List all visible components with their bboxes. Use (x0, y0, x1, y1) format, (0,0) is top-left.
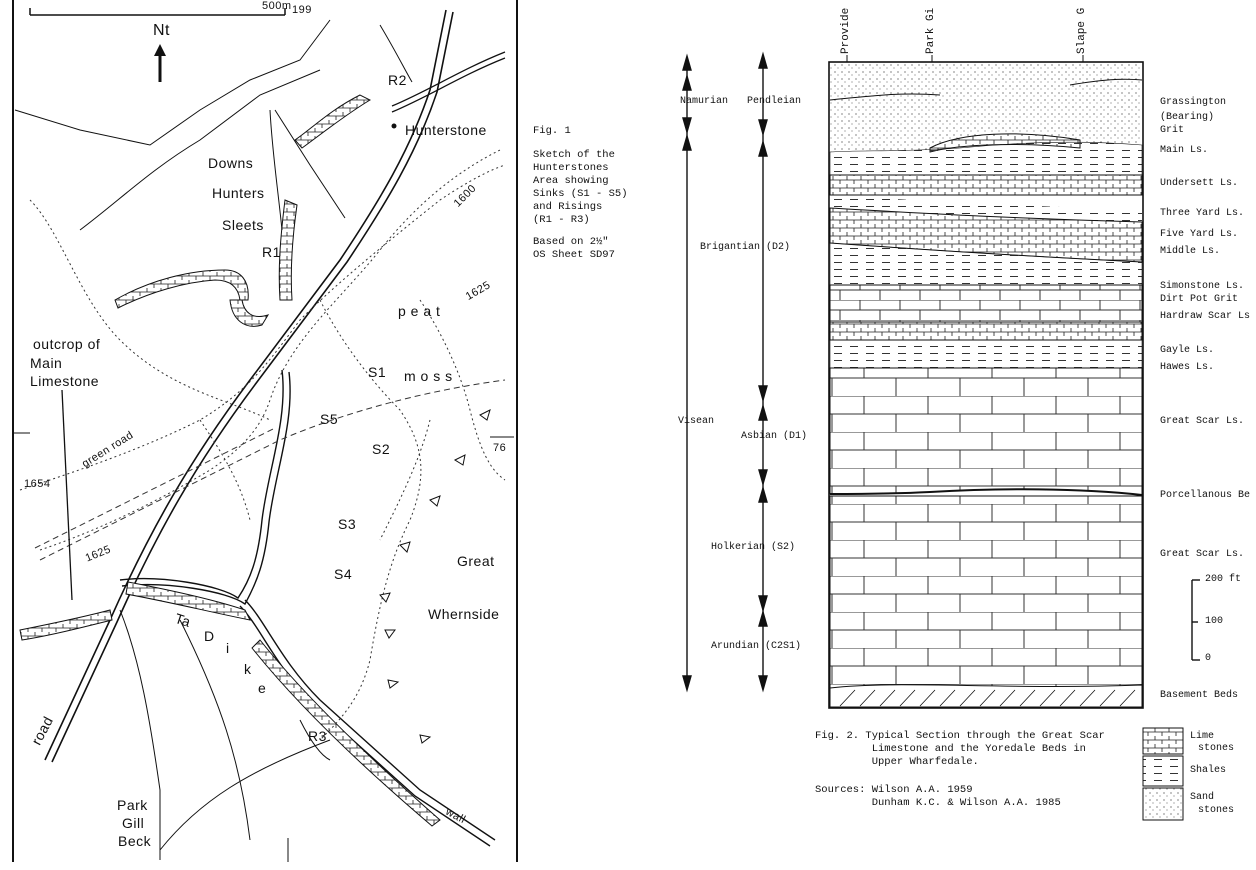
bed-hardraw-scar-ls: Hardraw Scar Ls (1160, 311, 1251, 322)
wall-line (392, 52, 505, 112)
label-ta: Ta (172, 609, 193, 631)
bed-grassington: Grassington (1160, 97, 1227, 108)
grid-76: 76 (493, 442, 507, 454)
bed-great-scar-ls-upper: Great Scar Ls. (1160, 416, 1245, 427)
legend-shale-swatch (1143, 756, 1183, 786)
label-sleets: Sleets (222, 217, 264, 233)
bed-hawes-ls: Hawes Ls. (1160, 362, 1215, 373)
stage-holkerian: Holkerian (S2) (711, 542, 796, 553)
bed-middle-ls: Middle Ls. (1160, 246, 1221, 257)
legend-lime: Lime (1190, 731, 1215, 742)
bed-simonstone-ls: Simonstone Ls. (1160, 281, 1245, 292)
label-contour-1654: 1654 (24, 478, 51, 490)
label-hunterstone: Hunterstone (405, 122, 487, 138)
scale-100: 100 (1205, 616, 1224, 627)
stage-pendleian: Pendleian (747, 96, 802, 107)
fig2-caption: Fig. 2. Typical Section through the Great Scar Limestone and the Yoredale Beds in Upper Wharfedale. (815, 730, 1105, 768)
label-downs: Downs (208, 155, 254, 171)
green-road (35, 380, 505, 560)
legend-sand: Sand (1190, 792, 1215, 803)
scale-0: 0 (1205, 653, 1212, 664)
fig1-based-on: Based on 2½" OS Sheet SD97 (533, 236, 615, 261)
bed-five-yard-ls: Five Yard Ls. (1160, 229, 1239, 240)
stage-namurian: Namurian (680, 96, 729, 107)
bed-three-yard-ls: Three Yard Ls. (1160, 208, 1245, 219)
label-dike-d: D (204, 628, 215, 644)
scarp-marks (380, 410, 490, 743)
bed-grit: Grit (1160, 125, 1185, 136)
legend-lime-stones: stones (1198, 743, 1235, 754)
map-top-number: 199 (292, 4, 312, 16)
label-peat: p e a t (398, 303, 441, 319)
label-park: Park (117, 797, 148, 813)
label-r1: R1 (262, 244, 281, 260)
sink-s1: S1 (368, 364, 387, 380)
north-label: Nt (153, 22, 170, 39)
bed-porcellanous: Porcellanous Be (1160, 490, 1251, 501)
stage-asbian: Asbian (D1) (741, 431, 808, 442)
label-contour-1600: 1600 (451, 182, 479, 210)
stage-brigantian: Brigantian (D2) (700, 242, 791, 253)
label-main: Main (30, 355, 63, 371)
stage-arrows (683, 54, 767, 690)
label-dike-i: i (226, 640, 230, 656)
label-gill: Gill (122, 815, 145, 831)
label-r2: R2 (388, 72, 407, 88)
label-outcrop: outcrop of (33, 336, 101, 352)
legend-shales: Shales (1190, 765, 1227, 776)
label-moss: m o s s (404, 368, 453, 384)
scale-label: 500m (262, 0, 292, 12)
sink-s3: S3 (338, 516, 357, 532)
sink-s2: S2 (372, 441, 391, 457)
scale-bar (30, 8, 285, 15)
sink-s4: S4 (334, 566, 353, 582)
column-provide: Provide (840, 7, 852, 54)
label-r3: R3 (308, 728, 327, 744)
label-wall: wall (443, 805, 468, 827)
fig1-description: Sketch of the Hunterstones Area showing Sinks (S1 - S5) and Risings (R1 - R3) (533, 149, 628, 226)
column-park-gill: Park Gi (925, 7, 937, 54)
label-dike-k: k (244, 661, 252, 677)
main-road (45, 10, 453, 762)
fig2-sources: Sources: Wilson A.A. 1959 Dunham K.C. & Wilson A.A. 1985 (815, 784, 1061, 809)
label-great: Great (457, 553, 495, 569)
scale-axis (1192, 580, 1200, 660)
legend-limestone-swatch (1143, 728, 1183, 754)
label-whernside: Whernside (428, 606, 500, 622)
label-road: road (28, 713, 57, 748)
label-dike-e: e (258, 680, 267, 696)
bed-great-scar-ls-lower: Great Scar Ls. (1160, 549, 1245, 560)
legend-sandstone-swatch (1143, 788, 1183, 820)
label-green-road: green road (80, 429, 136, 471)
legend-sand-stones: stones (1198, 805, 1235, 816)
label-hunters: Hunters (212, 185, 265, 201)
bed-main-ls: Main Ls. (1160, 145, 1209, 156)
bed-bearing: (Bearing) (1160, 112, 1215, 123)
bed-dirt-pot-grit: Dirt Pot Grit (1160, 294, 1239, 305)
column-slape-gill: Slape G (1076, 7, 1088, 54)
north-arrow (154, 44, 166, 82)
scale-200ft: 200 ft (1205, 574, 1242, 585)
stage-arundian: Arundian (C2S1) (711, 641, 802, 652)
stage-visean: Visean (678, 416, 715, 427)
bed-basement: Basement Beds (1160, 690, 1239, 701)
bed-gayle-ls: Gayle Ls. (1160, 345, 1215, 356)
label-contour-1625-b: 1625 (463, 279, 493, 303)
label-limestone: Limestone (30, 373, 100, 389)
streams (15, 20, 412, 860)
bed-undersett-ls: Undersett Ls. (1160, 178, 1239, 189)
label-contour-1625-a: 1625 (83, 543, 113, 565)
sink-s5: S5 (320, 411, 339, 427)
fig1-title: Fig. 1 (533, 125, 571, 137)
label-beck: Beck (118, 833, 152, 849)
